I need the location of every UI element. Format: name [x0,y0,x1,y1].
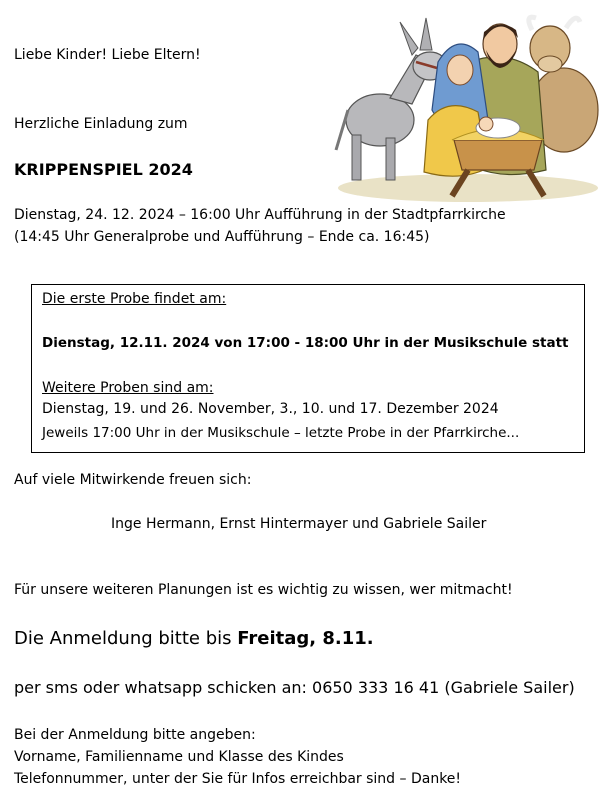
registration-date: Freitag, 8.11. [237,628,374,649]
registration-prefix: Die Anmeldung bitte bis [14,628,238,649]
greeting: Liebe Kinder! Liebe Eltern! [14,47,201,63]
performance-info: Dienstag, 24. 12. 2024 – 16:00 Uhr Aufführung in der Stadtpfarrkirche [14,207,506,223]
rehearsal-box [31,284,585,453]
details-line-1: Vorname, Familienname und Klasse des Kindes [14,749,344,765]
details-heading: Bei der Anmeldung bitte angeben: [14,727,256,743]
invitation-text: Herzliche Einladung zum [14,116,188,132]
manger [454,140,542,170]
further-rehearsals-heading: Weitere Proben sind am: [42,380,214,396]
further-rehearsals-dates: Dienstag, 19. und 26. November, 3., 10. und 17. Dezember 2024 [42,401,499,417]
details-line-2: Telefonnummer, unter der Sie für Infos erreichbar sind – Danke! [14,771,462,787]
nativity-illustration [328,0,600,205]
further-rehearsals-note: Jeweils 17:00 Uhr in der Musikschule – letzte Probe in der Pfarrkirche... [42,425,520,441]
registration-deadline [14,628,374,650]
looking-forward-text: Auf viele Mitwirkende freuen sich: [14,472,252,488]
planning-note: Für unsere weiteren Planungen ist es wichtig zu wissen, wer mitmacht! [14,582,513,598]
first-rehearsal-heading: Die erste Probe findet am: [42,291,227,307]
first-rehearsal-date: Dienstag, 12.11. 2024 von 17:00 - 18:00 Uhr in der Musikschule statt [42,335,569,351]
mary-head [447,55,473,85]
event-title: KRIPPENSPIEL 2024 [14,160,193,179]
organizers: Inge Hermann, Ernst Hintermayer und Gabriele Sailer [111,516,487,532]
contact-info: per sms oder whatsapp schicken an: 0650 333 16 41 (Gabriele Sailer) [14,678,575,697]
rehearsal-info: (14:45 Uhr Generalprobe und Aufführung – Ende ca. 16:45) [14,229,430,245]
